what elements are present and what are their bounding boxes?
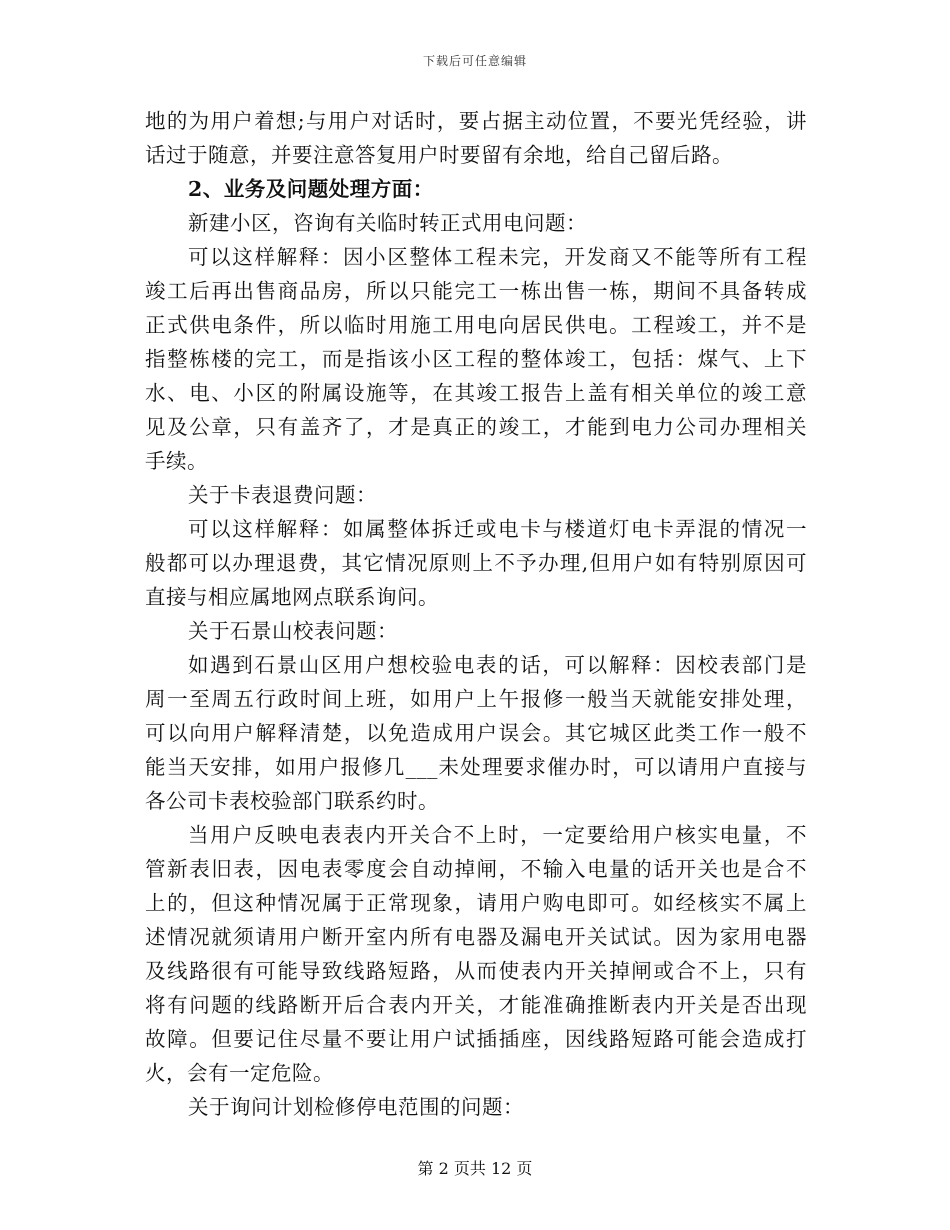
paragraph-line: 正式供电条件，所以临时用施工用电向居民供电。工程竣工，并不是	[145, 313, 807, 337]
section-heading-line: 2、业务及问题处理方面：	[188, 177, 434, 201]
paragraph-line: 可以这样解释：因小区整体工程未完，开发商又不能等所有工程	[188, 245, 807, 269]
paragraph-line: 新建小区，咨询有关临时转正式用电问题：	[188, 211, 587, 235]
paragraph-line: 将有问题的线路断开后合表内开关，才能准确推断表内开关是否出现	[145, 993, 807, 1017]
paragraph-line: 关于卡表退费问题：	[188, 483, 377, 507]
paragraph-line: 及线路很有可能导致线路短路，从而使表内开关掉闸或合不上，只有	[145, 959, 807, 983]
paragraph-line: 般都可以办理退费，其它情况原则上不予办理,但用户如有特别原因可	[145, 551, 807, 575]
paragraph-line: 故障。但要记住尽量不要让用户试插插座，因线路短路可能会造成打	[145, 1027, 807, 1051]
paragraph-line: 手续。	[145, 449, 208, 473]
page-number-footer: 第 2 页共 12 页	[417, 1159, 533, 1178]
paragraph-line: 述情况就须请用户断开室内所有电器及漏电开关试试。因为家用电器	[145, 925, 807, 949]
paragraph-line: 地的为用户着想;与用户对话时，要占据主动位置，不要光凭经验，讲	[145, 109, 807, 133]
paragraph-line: 上的，但这种情况属于正常现象，请用户购电即可。如经核实不属上	[145, 891, 807, 915]
paragraph-line: 话过于随意，并要注意答复用户时要留有余地，给自己留后路。	[145, 143, 733, 167]
paragraph-line: 周一至周五行政时间上班，如用户上午报修一般当天就能安排处理，	[145, 687, 807, 711]
paragraph-line: 当用户反映电表表内开关合不上时，一定要给用户核实电量，不	[188, 823, 807, 847]
paragraph-line: 水、电、小区的附属设施等，在其竣工报告上盖有相关单位的竣工意	[145, 381, 807, 405]
page-header-note: 下载后可任意编辑	[422, 54, 527, 68]
paragraph-line: 各公司卡表校验部门联系约时。	[145, 789, 439, 813]
paragraph-line: 管新表旧表，因电表零度会自动掉闸，不输入电量的话开关也是合不	[145, 857, 807, 881]
paragraph-line: 可以向用户解释清楚，以免造成用户误会。其它城区此类工作一般不	[145, 721, 807, 745]
paragraph-line: 如遇到石景山区用户想校验电表的话，可以解释：因校表部门是	[188, 653, 807, 677]
paragraph-line: 能当天安排，如用户报修几___未处理要求催办时，可以请用户直接与	[145, 755, 807, 779]
document-body	[145, 104, 807, 1124]
paragraph-line: 关于询问计划检修停电范围的问题：	[188, 1095, 524, 1119]
paragraph-line: 可以这样解释：如属整体拆迁或电卡与楼道灯电卡弄混的情况一	[188, 517, 807, 541]
paragraph-line: 关于石景山校表问题：	[188, 619, 398, 643]
paragraph-line: 火，会有一定危险。	[145, 1061, 334, 1085]
paragraph-line: 见及公章，只有盖齐了，才是真正的竣工，才能到电力公司办理相关	[145, 415, 807, 439]
paragraph-line: 竣工后再出售商品房，所以只能完工一栋出售一栋，期间不具备转成	[145, 279, 807, 303]
paragraph-line: 直接与相应属地网点联系询问。	[145, 585, 439, 609]
paragraph-line: 指整栋楼的完工，而是指该小区工程的整体竣工，包括：煤气、上下	[145, 347, 807, 371]
